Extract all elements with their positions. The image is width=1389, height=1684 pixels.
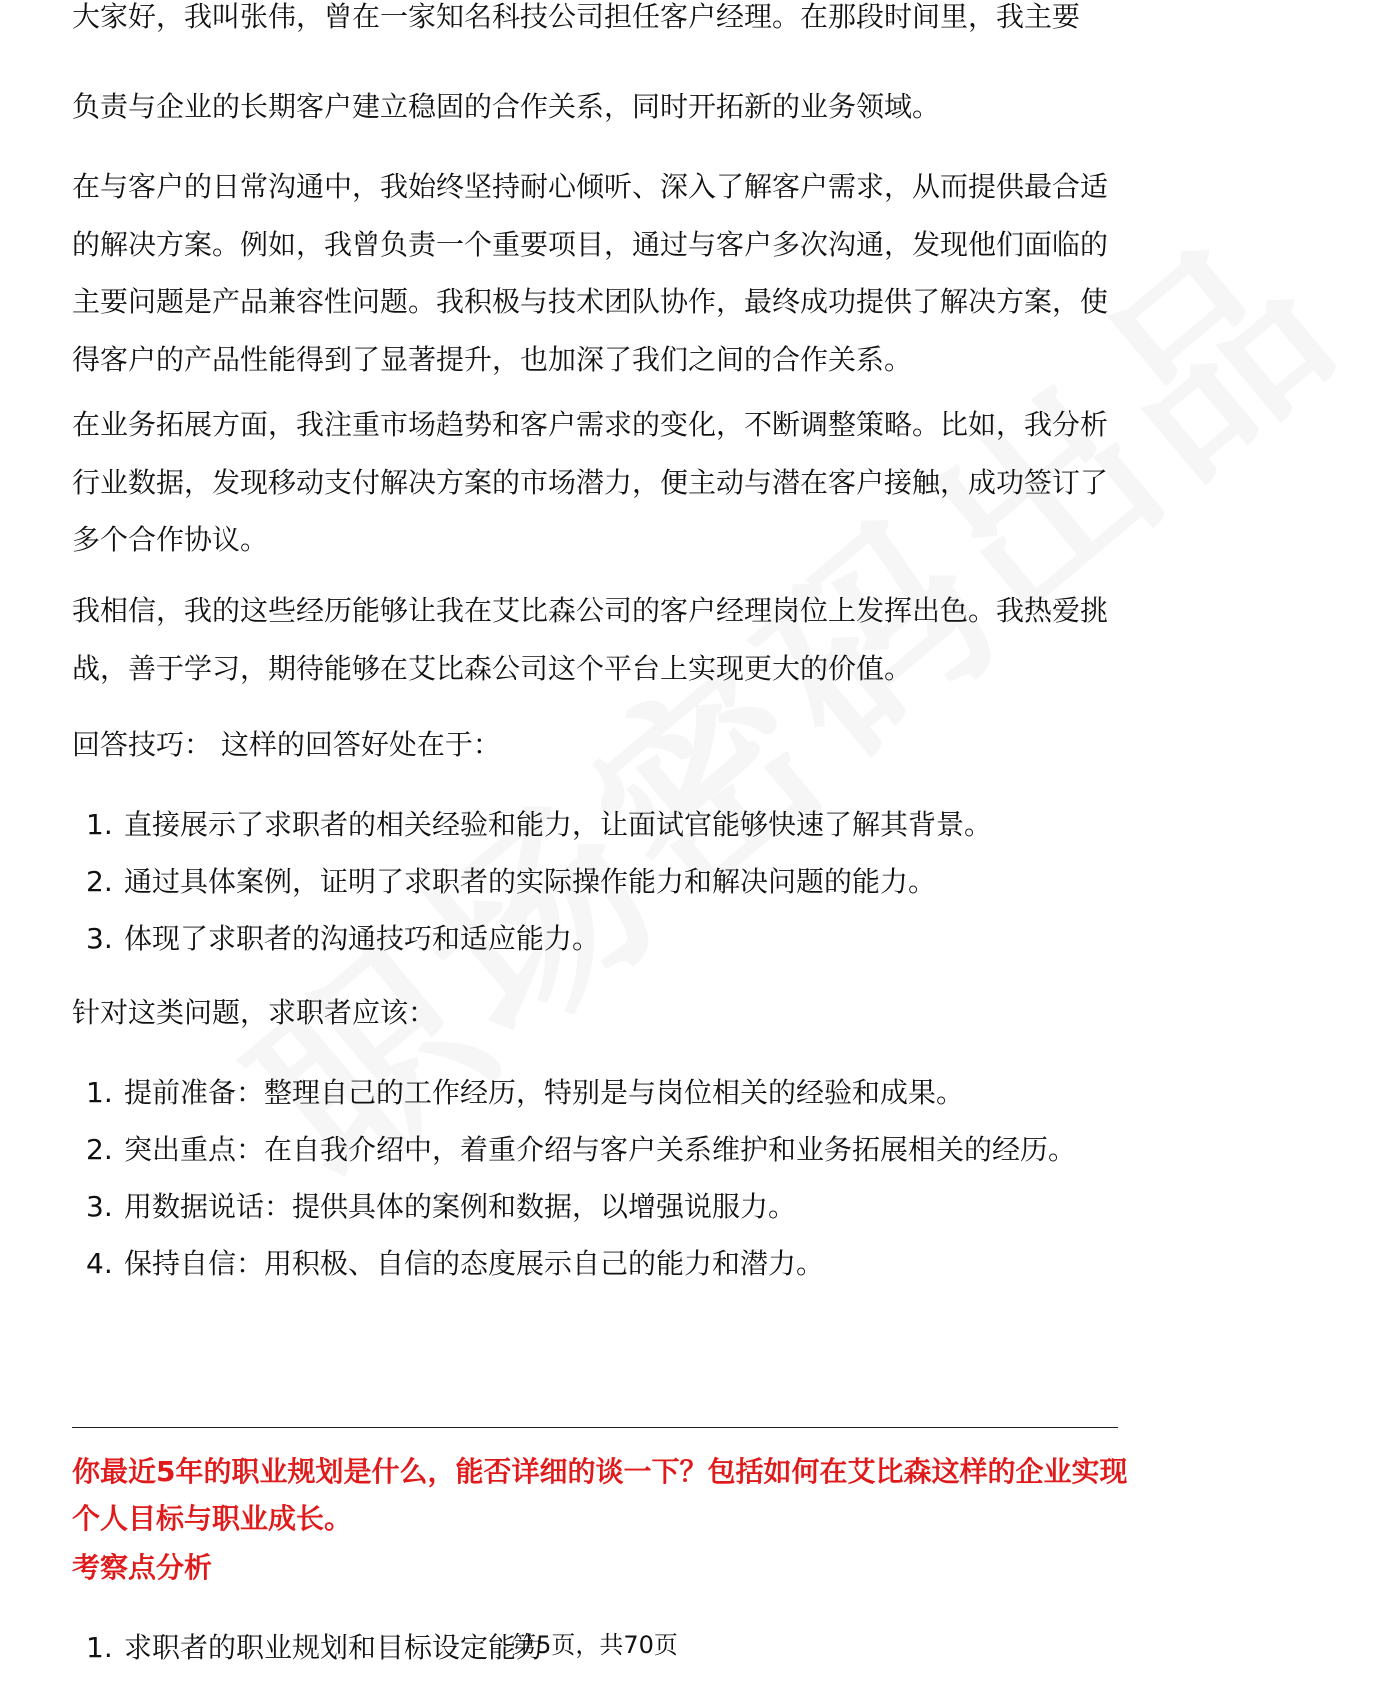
list-item-text: 突出重点：在自我介绍中，着重介绍与客户关系维护和业务拓展相关的经历。 xyxy=(124,1133,1077,1166)
list-item-text: 直接展示了求职者的相关经验和能力，让面试官能够快速了解其背景。 xyxy=(124,808,993,841)
list-item xyxy=(72,853,1118,910)
list-number: 4. xyxy=(86,1247,113,1280)
list-item-text: 通过具体案例，证明了求职者的实际操作能力和解决问题的能力。 xyxy=(124,865,937,898)
intro-paragraph-tail xyxy=(72,78,1118,136)
advice-list-block xyxy=(72,1064,1118,1292)
paragraph-4: 我相信，我的这些经历能够让我在艾比森公司的客户经理岗位上发挥出色。我热爱挑战，善于学习，期待能够在艾比森公司这个平台上实现更大的价值。 xyxy=(72,594,1109,685)
list-item xyxy=(72,1178,1118,1235)
list-item xyxy=(72,910,1118,967)
section-divider xyxy=(72,1427,1118,1428)
analysis-heading: 考察点分析 xyxy=(72,1551,213,1584)
list-item-text: 体现了求职者的沟通技巧和适应能力。 xyxy=(124,922,601,955)
tips-heading-block xyxy=(72,716,1118,774)
paragraph-1: 负责与企业的长期客户建立稳固的合作关系，同时开拓新的业务领域。 xyxy=(72,90,941,123)
advice-heading-block xyxy=(72,984,1118,1042)
list-number: 1. xyxy=(86,808,113,841)
list-item xyxy=(72,1235,1118,1292)
list-item-text: 用数据说话：提供具体的案例和数据，以增强说服力。 xyxy=(124,1190,797,1223)
paragraph-3: 在业务拓展方面，我注重市场趋势和客户需求的变化，不断调整策略。比如，我分析行业数据，发现移动支付解决方案的市场潜力，便主动与潜在客户接触，成功签订了多个合作协议。 xyxy=(72,408,1109,556)
list-number: 1. xyxy=(86,1076,113,1109)
list-number: 2. xyxy=(86,865,113,898)
advice-list xyxy=(72,1064,1118,1292)
list-item xyxy=(72,1121,1118,1178)
paragraph-block-2 xyxy=(72,158,1118,388)
list-number: 2. xyxy=(86,1133,113,1166)
page-footer: 第5页，共70页 xyxy=(512,1631,678,1659)
list-item xyxy=(72,796,1118,853)
paragraph-block-3 xyxy=(72,396,1118,569)
list-number: 3. xyxy=(86,922,113,955)
paragraph-block-4 xyxy=(72,582,1118,697)
advice-heading: 针对这类问题，求职者应该： xyxy=(72,996,437,1029)
tips-list-block xyxy=(72,796,1118,967)
top-fragment-line xyxy=(72,0,1118,33)
top-fragment-text: 大家好，我叫张伟，曾在一家知名科技公司担任客户经理。在那段时间里，我主要 xyxy=(72,0,1081,33)
list-item-text: 提前准备：整理自己的工作经历，特别是与岗位相关的经验和成果。 xyxy=(124,1076,965,1109)
list-item xyxy=(72,1064,1118,1121)
tips-heading: 回答技巧： 这样的回答好处在于： xyxy=(72,728,501,761)
paragraph-2: 在与客户的日常沟通中，我始终坚持耐心倾听、深入了解客户需求，从而提供最合适的解决方案。例如，我曾负责一个重要项目，通过与客户多次沟通，发现他们面临的主要问题是产品兼容性问题。我积极与技术团队协作，最终成功提供了解决方案，使得客户的产品性能得到了显著提升，也加深了我们之间的合作关系。 xyxy=(72,170,1109,376)
question-heading: 你最近5年的职业规划是什么，能否详细的谈一下？包括如何在艾比森这样的企业实现个人目标与职业成长。 xyxy=(72,1455,1128,1535)
list-number: 3. xyxy=(86,1190,113,1223)
list-item-text: 保持自信：用积极、自信的态度展示自己的能力和潜力。 xyxy=(124,1247,825,1280)
list-item-text: 求职者的职业规划和目标设定能力 xyxy=(124,1631,545,1664)
list-number: 1. xyxy=(86,1631,113,1664)
tips-list xyxy=(72,796,1118,967)
